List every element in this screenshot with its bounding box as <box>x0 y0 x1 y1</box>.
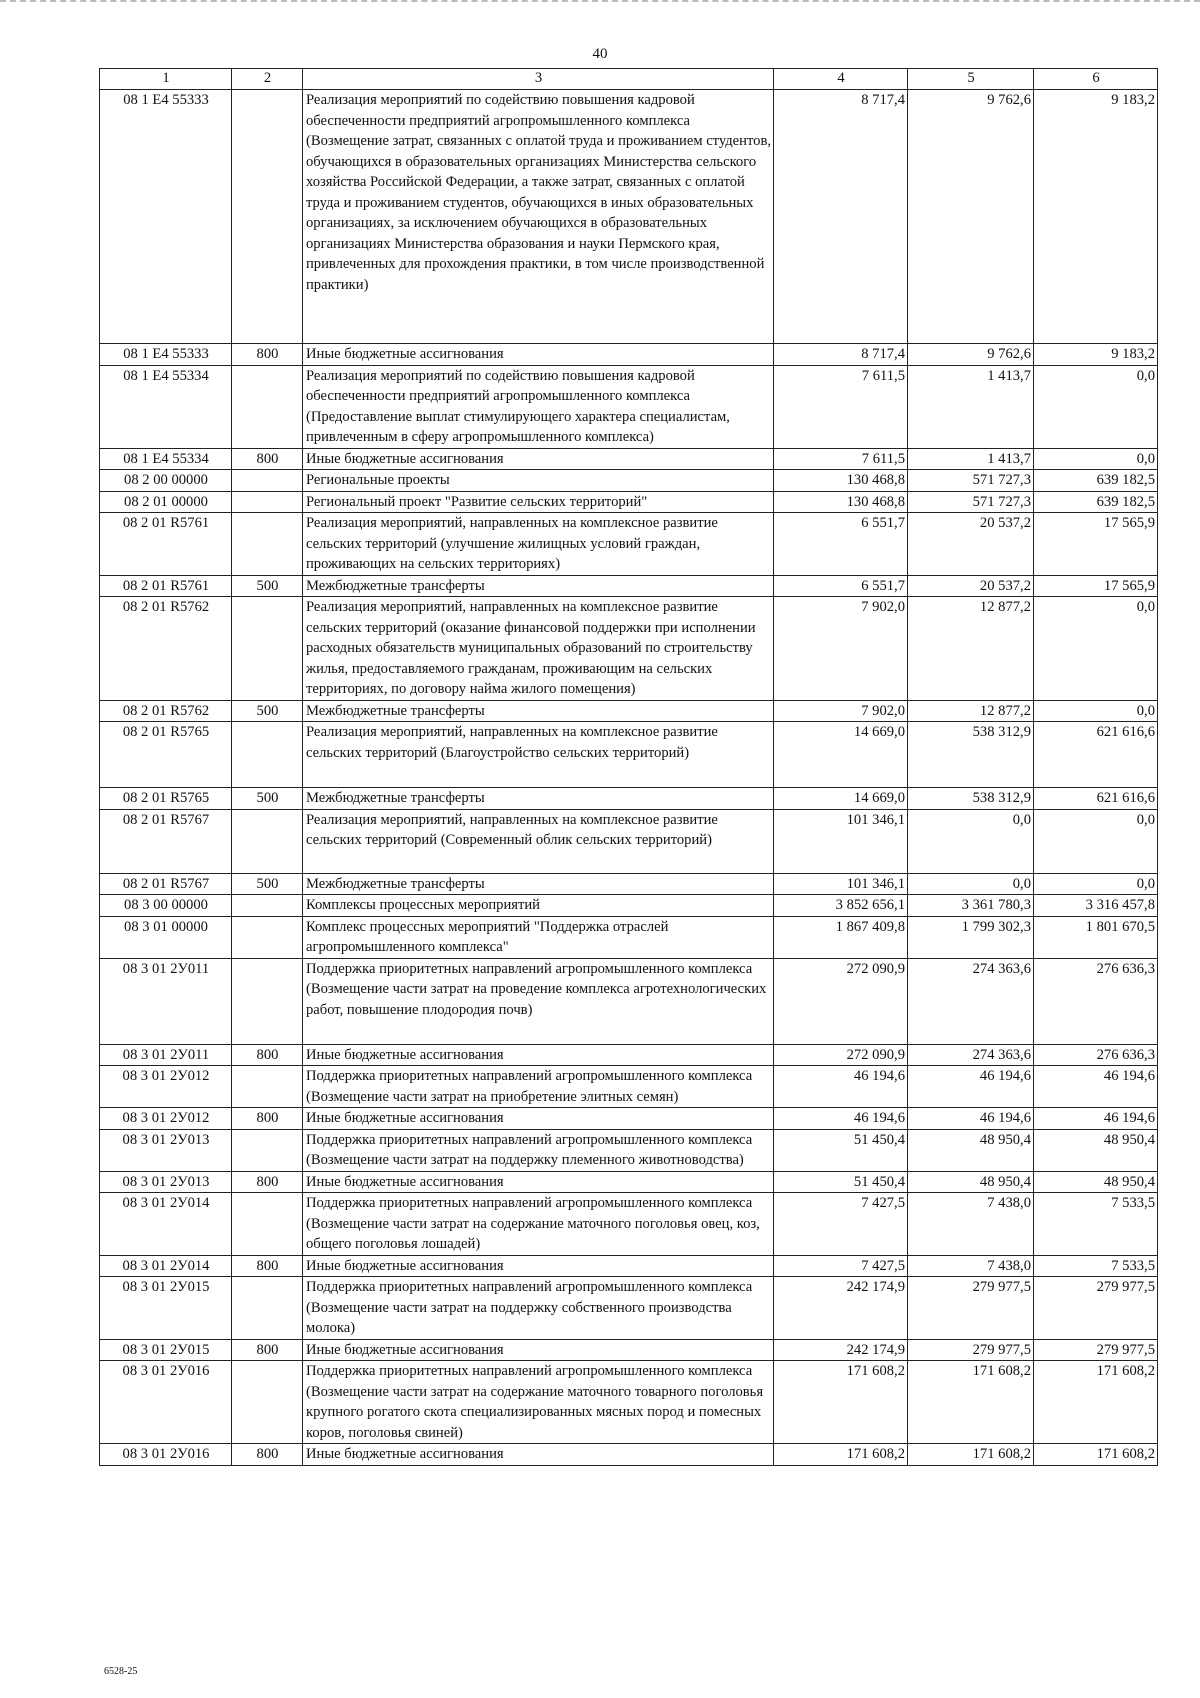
cell-amount-year2: 48 950,4 <box>908 1171 1034 1193</box>
page-number: 40 <box>592 46 608 62</box>
cell-amount-year2: 274 363,6 <box>908 1044 1034 1066</box>
cell-amount-year2: 9 762,6 <box>908 344 1034 366</box>
cell-amount-year1: 6 551,7 <box>774 513 908 576</box>
cell-amount-year2: 46 194,6 <box>908 1108 1034 1130</box>
cell-amount-year3: 621 616,6 <box>1034 788 1158 810</box>
table-row <box>100 1044 1158 1066</box>
cell-target-code: 08 1 E4 55334 <box>100 365 232 448</box>
cell-item-name: Иные бюджетные ассигнования <box>303 1339 774 1361</box>
cell-item-name: Иные бюджетные ассигнования <box>303 1171 774 1193</box>
cell-expense-type: 500 <box>232 873 303 895</box>
cell-amount-year3: 639 182,5 <box>1034 491 1158 513</box>
cell-expense-type: 500 <box>232 700 303 722</box>
cell-amount-year1: 8 717,4 <box>774 90 908 344</box>
cell-amount-year3: 0,0 <box>1034 700 1158 722</box>
cell-expense-type <box>232 1277 303 1340</box>
table-row <box>100 1255 1158 1277</box>
cell-amount-year2: 538 312,9 <box>908 788 1034 810</box>
cell-expense-type: 800 <box>232 1171 303 1193</box>
cell-item-name: Реализация мероприятий по содействию повышения кадровой обеспеченности предприятий агропромышленного комплекса (Предоставление выплат стимулирующего характера специалистам, привлеченным в сферу агропромышленного комплекса) <box>303 365 774 448</box>
header-cell-year1: 4 <box>774 69 908 90</box>
table-row <box>100 1193 1158 1256</box>
table-header-row <box>100 69 1158 90</box>
cell-amount-year3: 0,0 <box>1034 597 1158 701</box>
cell-expense-type <box>232 1066 303 1108</box>
table-row <box>100 448 1158 470</box>
cell-amount-year3: 7 533,5 <box>1034 1193 1158 1256</box>
cell-target-code: 08 3 01 2У015 <box>100 1339 232 1361</box>
cell-item-name: Иные бюджетные ассигнования <box>303 1108 774 1130</box>
table-row <box>100 895 1158 917</box>
cell-expense-type <box>232 895 303 917</box>
cell-amount-year1: 171 608,2 <box>774 1361 908 1444</box>
cell-expense-type: 800 <box>232 1255 303 1277</box>
cell-amount-year3: 621 616,6 <box>1034 722 1158 788</box>
cell-amount-year3: 3 316 457,8 <box>1034 895 1158 917</box>
table-row <box>100 1066 1158 1108</box>
cell-target-code: 08 3 01 2У016 <box>100 1444 232 1466</box>
table-row <box>100 365 1158 448</box>
cell-expense-type: 800 <box>232 448 303 470</box>
cell-amount-year1: 1 867 409,8 <box>774 916 908 958</box>
cell-amount-year3: 279 977,5 <box>1034 1277 1158 1340</box>
cell-amount-year2: 46 194,6 <box>908 1066 1034 1108</box>
cell-target-code: 08 2 01 R5765 <box>100 788 232 810</box>
table-row <box>100 916 1158 958</box>
header-cell-year2: 5 <box>908 69 1034 90</box>
cell-amount-year1: 51 450,4 <box>774 1171 908 1193</box>
cell-amount-year3: 171 608,2 <box>1034 1444 1158 1466</box>
cell-amount-year3: 7 533,5 <box>1034 1255 1158 1277</box>
cell-amount-year3: 46 194,6 <box>1034 1108 1158 1130</box>
cell-expense-type <box>232 809 303 873</box>
cell-amount-year2: 171 608,2 <box>908 1361 1034 1444</box>
cell-amount-year1: 272 090,9 <box>774 1044 908 1066</box>
cell-item-name: Поддержка приоритетных направлений агропромышленного комплекса (Возмещение части затрат на поддержку племенного животноводства) <box>303 1129 774 1171</box>
cell-amount-year3: 276 636,3 <box>1034 958 1158 1044</box>
table-row <box>100 1277 1158 1340</box>
cell-amount-year1: 101 346,1 <box>774 809 908 873</box>
cell-expense-type <box>232 90 303 344</box>
cell-target-code: 08 3 01 2У011 <box>100 1044 232 1066</box>
cell-item-name: Иные бюджетные ассигнования <box>303 1444 774 1466</box>
cell-target-code: 08 3 01 2У012 <box>100 1108 232 1130</box>
cell-item-name: Поддержка приоритетных направлений агропромышленного комплекса (Возмещение части затрат на приобретение элитных семян) <box>303 1066 774 1108</box>
cell-amount-year2: 0,0 <box>908 873 1034 895</box>
cell-amount-year1: 7 427,5 <box>774 1255 908 1277</box>
table-row <box>100 1108 1158 1130</box>
cell-amount-year1: 46 194,6 <box>774 1066 908 1108</box>
cell-expense-type: 500 <box>232 788 303 810</box>
cell-amount-year3: 46 194,6 <box>1034 1066 1158 1108</box>
cell-item-name: Комплексы процессных мероприятий <box>303 895 774 917</box>
cell-expense-type <box>232 470 303 492</box>
cell-amount-year2: 9 762,6 <box>908 90 1034 344</box>
cell-target-code: 08 2 00 00000 <box>100 470 232 492</box>
cell-target-code: 08 2 01 R5761 <box>100 513 232 576</box>
cell-expense-type <box>232 722 303 788</box>
cell-expense-type <box>232 1193 303 1256</box>
cell-expense-type <box>232 513 303 576</box>
footer-document-code: 6528-25 <box>104 1666 138 1677</box>
cell-amount-year2: 12 877,2 <box>908 700 1034 722</box>
cell-amount-year2: 274 363,6 <box>908 958 1034 1044</box>
cell-amount-year2: 20 537,2 <box>908 575 1034 597</box>
cell-target-code: 08 3 01 2У012 <box>100 1066 232 1108</box>
table-row <box>100 470 1158 492</box>
cell-amount-year1: 171 608,2 <box>774 1444 908 1466</box>
table-row <box>100 1171 1158 1193</box>
cell-amount-year3: 1 801 670,5 <box>1034 916 1158 958</box>
cell-amount-year3: 9 183,2 <box>1034 344 1158 366</box>
cell-amount-year3: 9 183,2 <box>1034 90 1158 344</box>
table-row <box>100 597 1158 701</box>
cell-amount-year2: 48 950,4 <box>908 1129 1034 1171</box>
cell-amount-year2: 1 799 302,3 <box>908 916 1034 958</box>
cell-amount-year2: 279 977,5 <box>908 1277 1034 1340</box>
cell-amount-year1: 3 852 656,1 <box>774 895 908 917</box>
cell-item-name: Межбюджетные трансферты <box>303 575 774 597</box>
cell-amount-year3: 276 636,3 <box>1034 1044 1158 1066</box>
header-cell-vr: 2 <box>232 69 303 90</box>
cell-item-name: Реализация мероприятий, направленных на комплексное развитие сельских территорий (Современный облик сельских территорий) <box>303 809 774 873</box>
cell-item-name: Межбюджетные трансферты <box>303 873 774 895</box>
cell-amount-year2: 3 361 780,3 <box>908 895 1034 917</box>
cell-item-name: Поддержка приоритетных направлений агропромышленного комплекса (Возмещение части затрат на проведение комплекса агротехнологических работ, повышение плодородия почв) <box>303 958 774 1044</box>
cell-target-code: 08 3 01 00000 <box>100 916 232 958</box>
table-row <box>100 1444 1158 1466</box>
cell-amount-year1: 7 902,0 <box>774 597 908 701</box>
cell-amount-year3: 17 565,9 <box>1034 513 1158 576</box>
cell-target-code: 08 3 00 00000 <box>100 895 232 917</box>
cell-amount-year2: 1 413,7 <box>908 365 1034 448</box>
cell-expense-type: 800 <box>232 1339 303 1361</box>
cell-amount-year3: 171 608,2 <box>1034 1361 1158 1444</box>
cell-amount-year2: 0,0 <box>908 809 1034 873</box>
cell-expense-type: 800 <box>232 1108 303 1130</box>
cell-expense-type: 800 <box>232 1044 303 1066</box>
header-cell-year3: 6 <box>1034 69 1158 90</box>
cell-target-code: 08 3 01 2У011 <box>100 958 232 1044</box>
cell-expense-type <box>232 365 303 448</box>
cell-target-code: 08 2 01 R5767 <box>100 809 232 873</box>
cell-item-name: Реализация мероприятий по содействию повышения кадровой обеспеченности предприятий агропромышленного комплекса (Возмещение затрат, связанных с оплатой труда и проживанием студентов, обучающихся в образовательных организациях Министерства сельского хозяйства Российской Федерации, а также затрат, связанных с оплатой труда и проживанием студентов, обучающихся в иных образовательных организациях, за исключением обучающихся в образовательных организациях Министерства образования и науки Пермского края, привлеченных для прохождения практики, в том числе производственной практики) <box>303 90 774 344</box>
cell-amount-year1: 7 611,5 <box>774 448 908 470</box>
cell-target-code: 08 2 01 00000 <box>100 491 232 513</box>
cell-expense-type: 500 <box>232 575 303 597</box>
cell-target-code: 08 2 01 R5762 <box>100 597 232 701</box>
cell-amount-year1: 242 174,9 <box>774 1339 908 1361</box>
cell-target-code: 08 3 01 2У013 <box>100 1129 232 1171</box>
cell-item-name: Реализация мероприятий, направленных на комплексное развитие сельских территорий (улучшение жилищных условий граждан, проживающих на сельских территориях) <box>303 513 774 576</box>
cell-item-name: Поддержка приоритетных направлений агропромышленного комплекса (Возмещение части затрат на содержание маточного товарного поголовья крупного рогатого скота специализированных мясных пород и помесных коров, поголовья свиней) <box>303 1361 774 1444</box>
cell-expense-type: 800 <box>232 344 303 366</box>
table-body <box>100 90 1158 1466</box>
cell-target-code: 08 2 01 R5762 <box>100 700 232 722</box>
cell-amount-year2: 12 877,2 <box>908 597 1034 701</box>
cell-amount-year2: 538 312,9 <box>908 722 1034 788</box>
cell-item-name: Поддержка приоритетных направлений агропромышленного комплекса (Возмещение части затрат на содержание маточного поголовья овец, коз, общего поголовья лошадей) <box>303 1193 774 1256</box>
cell-target-code: 08 3 01 2У013 <box>100 1171 232 1193</box>
cell-amount-year3: 639 182,5 <box>1034 470 1158 492</box>
table-row <box>100 788 1158 810</box>
cell-amount-year3: 0,0 <box>1034 809 1158 873</box>
cell-amount-year3: 17 565,9 <box>1034 575 1158 597</box>
cell-amount-year1: 7 611,5 <box>774 365 908 448</box>
cell-amount-year3: 48 950,4 <box>1034 1171 1158 1193</box>
cell-amount-year1: 14 669,0 <box>774 788 908 810</box>
cell-item-name: Иные бюджетные ассигнования <box>303 344 774 366</box>
cell-item-name: Иные бюджетные ассигнования <box>303 1044 774 1066</box>
cell-amount-year2: 571 727,3 <box>908 491 1034 513</box>
cell-amount-year3: 0,0 <box>1034 873 1158 895</box>
cell-amount-year1: 46 194,6 <box>774 1108 908 1130</box>
cell-amount-year1: 130 468,8 <box>774 470 908 492</box>
cell-amount-year2: 171 608,2 <box>908 1444 1034 1466</box>
table-row <box>100 90 1158 344</box>
cell-amount-year2: 7 438,0 <box>908 1255 1034 1277</box>
cell-amount-year1: 51 450,4 <box>774 1129 908 1171</box>
table-row <box>100 958 1158 1044</box>
header-cell-name: 3 <box>303 69 774 90</box>
table-row <box>100 344 1158 366</box>
table-row <box>100 700 1158 722</box>
cell-amount-year1: 7 902,0 <box>774 700 908 722</box>
cell-amount-year2: 571 727,3 <box>908 470 1034 492</box>
header-cell-csr: 1 <box>100 69 232 90</box>
cell-item-name: Межбюджетные трансферты <box>303 700 774 722</box>
cell-target-code: 08 1 E4 55334 <box>100 448 232 470</box>
cell-amount-year3: 48 950,4 <box>1034 1129 1158 1171</box>
cell-expense-type <box>232 958 303 1044</box>
cell-amount-year1: 242 174,9 <box>774 1277 908 1340</box>
table-row <box>100 491 1158 513</box>
cell-item-name: Иные бюджетные ассигнования <box>303 448 774 470</box>
cell-target-code: 08 1 E4 55333 <box>100 90 232 344</box>
table-row <box>100 575 1158 597</box>
cell-amount-year1: 7 427,5 <box>774 1193 908 1256</box>
table-row <box>100 722 1158 788</box>
cell-amount-year1: 130 468,8 <box>774 491 908 513</box>
table-row <box>100 1361 1158 1444</box>
cell-amount-year2: 7 438,0 <box>908 1193 1034 1256</box>
cell-item-name: Реализация мероприятий, направленных на комплексное развитие сельских территорий (оказание финансовой поддержки при исполнении расходных обязательств муниципальных образований по строительству жилья, предоставляемого гражданам, проживающим на сельских территориях, по договору найма жилого помещения) <box>303 597 774 701</box>
cell-item-name: Региональные проекты <box>303 470 774 492</box>
cell-target-code: 08 2 01 R5761 <box>100 575 232 597</box>
table-row <box>100 1339 1158 1361</box>
cell-item-name: Иные бюджетные ассигнования <box>303 1255 774 1277</box>
cell-target-code: 08 3 01 2У014 <box>100 1193 232 1256</box>
cell-target-code: 08 2 01 R5767 <box>100 873 232 895</box>
cell-amount-year1: 6 551,7 <box>774 575 908 597</box>
cell-amount-year3: 279 977,5 <box>1034 1339 1158 1361</box>
cell-target-code: 08 2 01 R5765 <box>100 722 232 788</box>
cell-amount-year1: 8 717,4 <box>774 344 908 366</box>
table-row <box>100 513 1158 576</box>
table-row <box>100 873 1158 895</box>
cell-amount-year2: 1 413,7 <box>908 448 1034 470</box>
cell-target-code: 08 1 E4 55333 <box>100 344 232 366</box>
cell-item-name: Межбюджетные трансферты <box>303 788 774 810</box>
cell-expense-type <box>232 916 303 958</box>
cell-amount-year1: 101 346,1 <box>774 873 908 895</box>
table-row <box>100 809 1158 873</box>
table-row <box>100 1129 1158 1171</box>
cell-target-code: 08 3 01 2У015 <box>100 1277 232 1340</box>
cell-amount-year3: 0,0 <box>1034 448 1158 470</box>
cell-expense-type <box>232 1129 303 1171</box>
cell-amount-year3: 0,0 <box>1034 365 1158 448</box>
cell-expense-type <box>232 491 303 513</box>
cell-item-name: Региональный проект "Развитие сельских территорий" <box>303 491 774 513</box>
cell-item-name: Поддержка приоритетных направлений агропромышленного комплекса (Возмещение части затрат на поддержку собственного производства молока) <box>303 1277 774 1340</box>
scan-top-edge <box>0 0 1200 4</box>
cell-expense-type: 800 <box>232 1444 303 1466</box>
cell-expense-type <box>232 597 303 701</box>
cell-amount-year1: 272 090,9 <box>774 958 908 1044</box>
cell-expense-type <box>232 1361 303 1444</box>
cell-item-name: Комплекс процессных мероприятий "Поддержка отраслей агропромышленного комплекса" <box>303 916 774 958</box>
cell-amount-year2: 20 537,2 <box>908 513 1034 576</box>
cell-target-code: 08 3 01 2У014 <box>100 1255 232 1277</box>
budget-table <box>99 68 1158 1466</box>
cell-item-name: Реализация мероприятий, направленных на комплексное развитие сельских территорий (Благоустройство сельских территорий) <box>303 722 774 788</box>
cell-amount-year1: 14 669,0 <box>774 722 908 788</box>
cell-amount-year2: 279 977,5 <box>908 1339 1034 1361</box>
cell-target-code: 08 3 01 2У016 <box>100 1361 232 1444</box>
